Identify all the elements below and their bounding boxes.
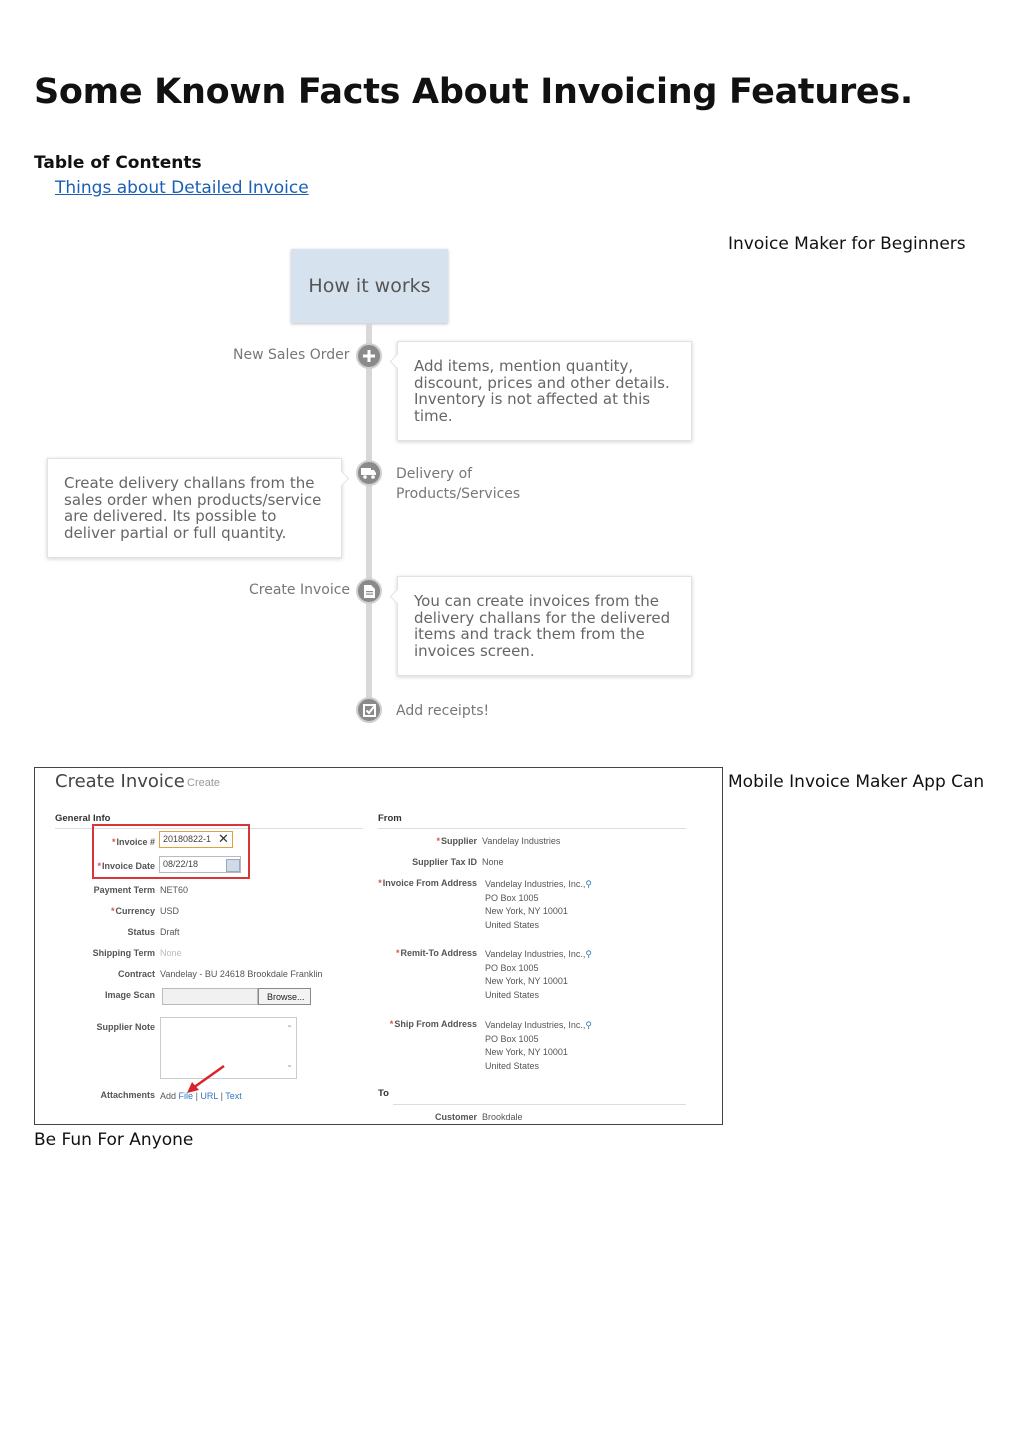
- scroll-up-icon[interactable]: ⌃: [286, 1024, 293, 1033]
- currency-value: USD: [160, 906, 180, 916]
- address-line: Vandelay Industries, Inc.,: [485, 1020, 586, 1030]
- side-text-invoice-maker: Invoice Maker for Beginners: [728, 234, 966, 254]
- side-text-mobile-app: Mobile Invoice Maker App Can: [728, 772, 985, 792]
- address-line: New York, NY 10001: [485, 1047, 568, 1057]
- browse-button[interactable]: [258, 988, 311, 1005]
- to-heading: To: [378, 1088, 389, 1099]
- separator: |: [195, 1091, 198, 1101]
- contract-label: Contract: [117, 969, 155, 979]
- invoice-from-label: * Invoice From Address: [365, 878, 477, 888]
- status-label: Status: [127, 927, 155, 937]
- remit-to-label: * Remit-To Address: [365, 948, 477, 958]
- invoice-date-value: 08/22/18: [163, 859, 199, 869]
- attach-text-link[interactable]: Text: [225, 1091, 242, 1101]
- address-line: Vandelay Industries, Inc.,: [485, 879, 586, 889]
- shipping-term-value: None: [160, 948, 182, 958]
- image-scan-label: Image Scan: [104, 990, 155, 1000]
- address-line: United States: [485, 919, 540, 930]
- supplier-value: Vandelay Industries: [482, 836, 561, 846]
- step-card-new-sales-order: [397, 341, 692, 441]
- status-value: Draft: [160, 927, 180, 937]
- step-label-delivery: Delivery of Products/Services: [396, 466, 521, 502]
- clear-icon[interactable]: ✕: [218, 831, 229, 846]
- divider: [378, 828, 686, 829]
- address-line: United States: [485, 1060, 540, 1071]
- step-card-create-invoice: [397, 576, 692, 676]
- create-invoice-title: Create Invoice: [55, 771, 185, 792]
- step-card-delivery: [47, 458, 342, 558]
- scroll-down-icon[interactable]: ⌄: [286, 1060, 293, 1069]
- divider: [393, 1104, 686, 1105]
- supplier-note-label: Supplier Note: [96, 1022, 155, 1032]
- truck-icon: [356, 460, 382, 486]
- tax-id-value: None: [482, 857, 504, 867]
- payment-term-value: NET60: [160, 885, 189, 895]
- calendar-icon[interactable]: [226, 859, 240, 872]
- invoice-date-input[interactable]: [159, 856, 241, 873]
- address-line: PO Box 1005: [485, 892, 539, 903]
- from-heading: From: [378, 813, 402, 824]
- invoice-no-label: * Invoice #: [75, 837, 155, 847]
- how-it-works-header: How it works: [291, 249, 448, 323]
- page-title: Some Known Facts About Invoicing Features.: [34, 72, 913, 112]
- attach-url-link[interactable]: URL: [200, 1091, 219, 1101]
- attachments-links: [160, 1091, 242, 1101]
- invoice-from-address: [485, 878, 592, 932]
- ship-from-label: * Ship From Address: [365, 1019, 477, 1029]
- customer-label: Customer: [434, 1112, 477, 1122]
- document-icon: [356, 578, 382, 604]
- checkbox-icon: [356, 697, 382, 723]
- body-text-continuation: Be Fun For Anyone: [34, 1130, 194, 1150]
- step-card-text: You can create invoices from the delivery challans for the delivered items and track them from the invoices screen.: [414, 592, 671, 660]
- search-icon[interactable]: ⚲: [585, 879, 592, 889]
- step-card-text: Create delivery challans from the sales order when products/service are delivered. Its possible to deliver partial or full quantity.: [64, 474, 322, 542]
- timeline-line: [366, 323, 372, 713]
- search-icon[interactable]: ⚲: [585, 1020, 592, 1030]
- ship-from-address: [485, 1019, 592, 1073]
- step-card-text: Add items, mention quantity, discount, prices and other details. Inventory is not affected at this time.: [414, 357, 670, 425]
- attach-add-text: Add: [160, 1091, 177, 1101]
- invoice-no-input[interactable]: [159, 831, 233, 848]
- supplier-label: * Supplier: [375, 836, 477, 846]
- step-label-new-sales-order: New Sales Order: [233, 347, 350, 363]
- remit-to-address: [485, 948, 592, 1002]
- toc-title: Table of Contents: [34, 153, 202, 173]
- attach-file-link[interactable]: File: [178, 1091, 194, 1101]
- customer-value: Brookdale: [482, 1112, 523, 1122]
- address-line: Vandelay Industries, Inc.,: [485, 949, 586, 959]
- create-invoice-figure: [34, 767, 723, 1125]
- address-line: PO Box 1005: [485, 962, 539, 973]
- step-label-create-invoice: Create Invoice: [249, 582, 351, 598]
- address-line: New York, NY 10001: [485, 906, 568, 916]
- shipping-term-label: Shipping Term: [92, 948, 155, 958]
- address-line: United States: [485, 989, 540, 1000]
- supplier-note-textarea[interactable]: [160, 1017, 297, 1079]
- search-icon[interactable]: ⚲: [585, 949, 592, 959]
- general-info-heading: General Info: [55, 813, 111, 824]
- contract-value: Vandelay - BU 24618 Brookdale Franklin: [160, 969, 323, 979]
- invoice-date-label: * Invoice Date: [75, 861, 155, 871]
- separator: |: [220, 1091, 223, 1101]
- address-line: New York, NY 10001: [485, 976, 568, 986]
- attachments-label: Attachments: [100, 1090, 155, 1100]
- step-label-add-receipts: Add receipts!: [396, 703, 490, 719]
- create-invoice-subtitle: Create: [187, 777, 221, 789]
- plus-icon: [356, 343, 382, 369]
- tax-id-label: Supplier Tax ID: [412, 857, 477, 867]
- browse-label: Browse...: [267, 992, 305, 1002]
- image-scan-input[interactable]: [162, 988, 258, 1005]
- payment-term-label: Payment Term: [93, 885, 155, 895]
- invoice-no-value: 20180822-1: [163, 834, 212, 844]
- currency-label: * Currency: [65, 906, 155, 916]
- toc-link[interactable]: Things about Detailed Invoice: [55, 178, 309, 198]
- how-it-works-figure: [40, 245, 700, 735]
- address-line: PO Box 1005: [485, 1033, 539, 1044]
